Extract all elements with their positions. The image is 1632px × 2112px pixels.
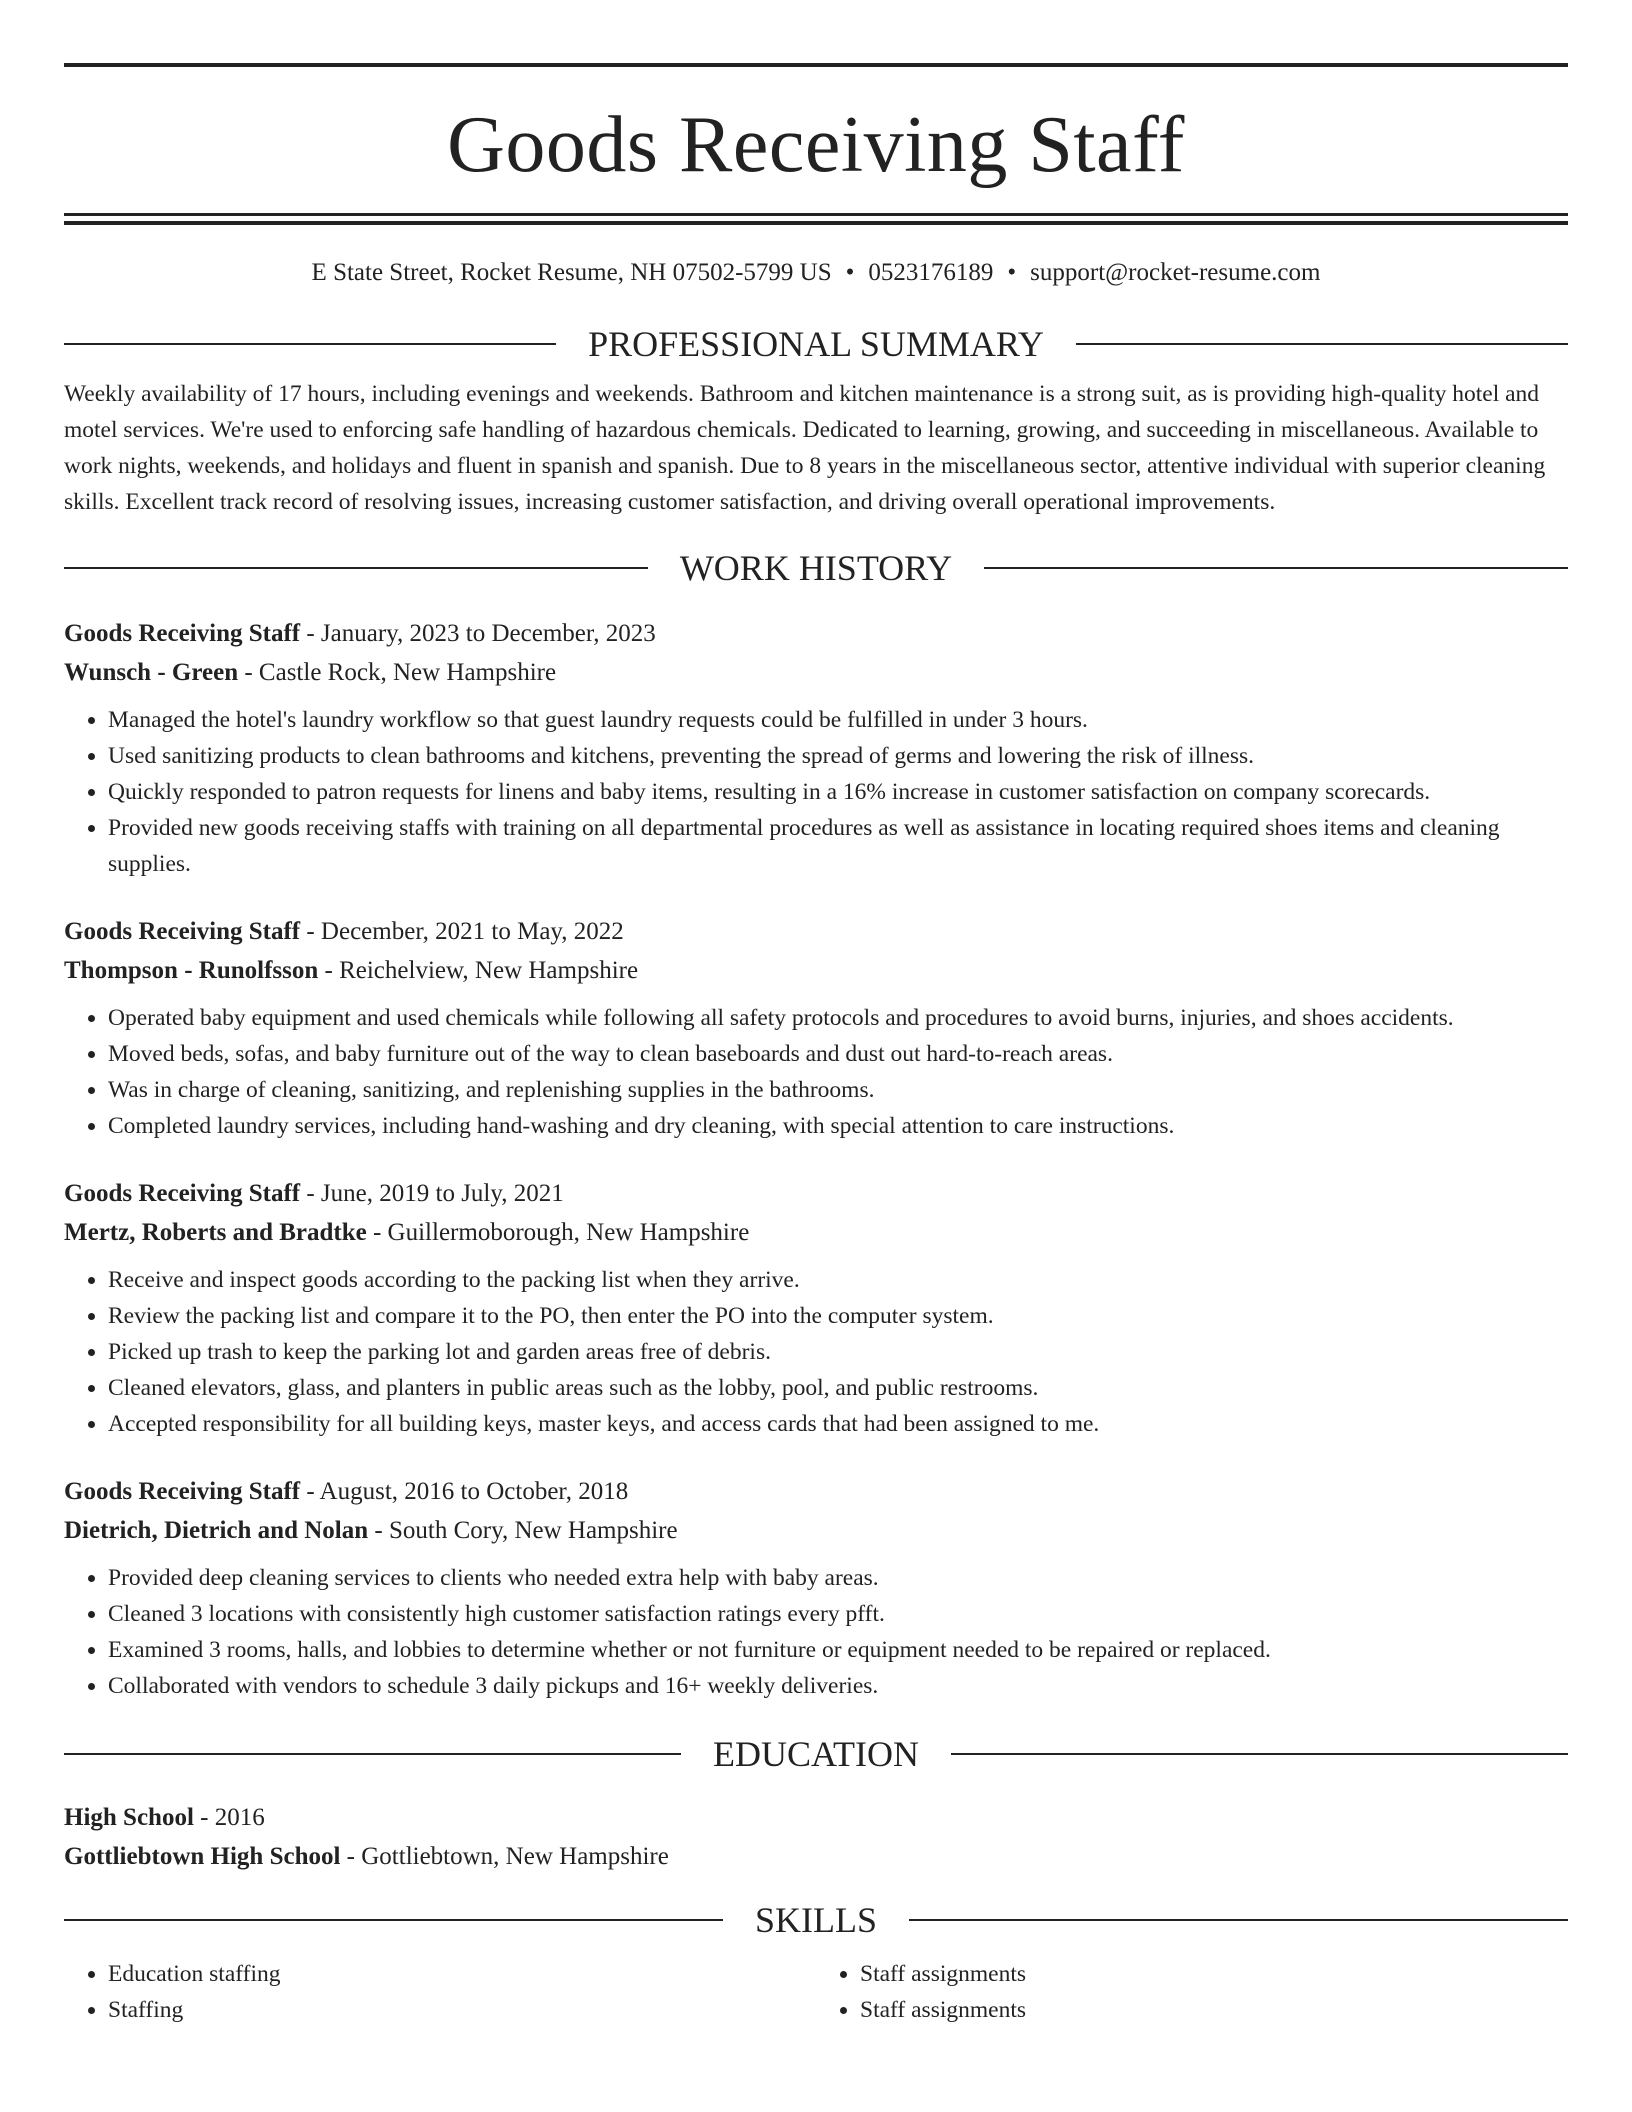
- job-entry: [64, 614, 1568, 882]
- list-item: • Picked up trash to keep the parking lot and garden areas free of debris.: [108, 1334, 1568, 1370]
- job-bullets: [64, 702, 1568, 882]
- list-item: • Completed laundry services, including hand-washing and dry cleaning, with special attention to care instructions.: [108, 1108, 1568, 1144]
- work-title: WORK HISTORY: [679, 548, 953, 588]
- top-rule: [64, 63, 1568, 67]
- job-bullets: [64, 1262, 1568, 1442]
- job-company-line: [64, 951, 1568, 990]
- list-item: • Cleaned 3 locations with consistently high customer satisfaction ratings every pfft.: [108, 1596, 1568, 1632]
- skill-item: • Staff assignments: [860, 1956, 1568, 1992]
- job-dates: - January, 2023 to December, 2023: [300, 620, 656, 647]
- job-role-line: [64, 614, 1568, 653]
- job-bullets: [64, 1000, 1568, 1144]
- skills-title: SKILLS: [755, 1900, 878, 1940]
- job-company: Wunsch - Green: [64, 659, 239, 686]
- list-item: • Provided new goods receiving staffs with training on all departmental procedures as well as assistance in locating required shoes items and cleaning supplies.: [108, 810, 1568, 882]
- job-entry: [64, 1472, 1568, 1704]
- contact-line: [64, 258, 1568, 288]
- summary-section-header: [64, 322, 1568, 366]
- job-dates: - August, 2016 to October, 2018: [300, 1478, 629, 1505]
- job-role-line: [64, 1472, 1568, 1511]
- list-item: • Quickly responded to patron requests for linens and baby items, resulting in a 16% increase in customer satisfaction on company scorecards.: [108, 774, 1568, 810]
- education-school-line: [64, 1837, 1568, 1876]
- job-company: Mertz, Roberts and Bradtke: [64, 1219, 367, 1246]
- education-school: Gottliebtown High School: [64, 1843, 341, 1870]
- divider-line: [64, 343, 556, 345]
- job-role-line: [64, 1174, 1568, 1213]
- list-item: • Receive and inspect goods according to the packing list when they arrive.: [108, 1262, 1568, 1298]
- education-year: - 2016: [193, 1804, 265, 1831]
- job-company-line: [64, 1213, 1568, 1252]
- divider-line: [64, 1919, 723, 1921]
- job-location: - South Cory, New Hampshire: [368, 1517, 678, 1544]
- skills-column-left: [64, 1956, 816, 2028]
- skills-column-right: [816, 1956, 1568, 2028]
- contact-phone: 0523176189: [868, 259, 994, 286]
- job-location: - Guillermoborough, New Hampshire: [366, 1219, 750, 1246]
- job-role: Goods Receiving Staff: [64, 1478, 301, 1505]
- list-item: • Cleaned elevators, glass, and planters in public areas such as the lobby, pool, and public restrooms.: [108, 1370, 1568, 1406]
- education-section-header: [64, 1732, 1568, 1776]
- job-bullets: [64, 1560, 1568, 1704]
- job-dates: - June, 2019 to July, 2021: [300, 1180, 564, 1207]
- divider-line: [64, 567, 648, 569]
- list-item: • Accepted responsibility for all building keys, master keys, and access cards that had been assigned to me.: [108, 1406, 1568, 1442]
- contact-separator: •: [1007, 259, 1017, 286]
- education-location: - Gottliebtown, New Hampshire: [340, 1843, 669, 1870]
- list-item: • Collaborated with vendors to schedule 3 daily pickups and 16+ weekly deliveries.: [108, 1668, 1568, 1704]
- job-role: Goods Receiving Staff: [64, 1180, 301, 1207]
- summary-title: PROFESSIONAL SUMMARY: [588, 324, 1044, 364]
- job-entry: [64, 912, 1568, 1144]
- job-company: Dietrich, Dietrich and Nolan: [64, 1517, 369, 1544]
- divider-line: [64, 1753, 681, 1755]
- education-degree: High School: [64, 1804, 194, 1831]
- education-degree-line: [64, 1798, 1568, 1837]
- job-entry: [64, 1174, 1568, 1442]
- list-item: • Moved beds, sofas, and baby furniture out of the way to clean baseboards and dust out hard-to-reach areas.: [108, 1036, 1568, 1072]
- job-role: Goods Receiving Staff: [64, 620, 301, 647]
- list-item: • Provided deep cleaning services to clients who needed extra help with baby areas.: [108, 1560, 1568, 1596]
- job-role-line: [64, 912, 1568, 951]
- divider-line: [909, 1919, 1568, 1921]
- list-item: • Was in charge of cleaning, sanitizing, and replenishing supplies in the bathrooms.: [108, 1072, 1568, 1108]
- divider-line: [1076, 343, 1568, 345]
- double-rule: [64, 213, 1568, 225]
- list-item: • Review the packing list and compare it to the PO, then enter the PO into the computer system.: [108, 1298, 1568, 1334]
- skill-item: • Staff assignments: [860, 1992, 1568, 2028]
- work-section-header: [64, 546, 1568, 590]
- skills-list: [64, 1956, 1568, 2028]
- job-role: Goods Receiving Staff: [64, 918, 301, 945]
- job-company-line: [64, 1511, 1568, 1550]
- job-location: - Reichelview, New Hampshire: [318, 957, 639, 984]
- list-item: • Managed the hotel's laundry workflow so that guest laundry requests could be fulfilled in under 3 hours.: [108, 702, 1568, 738]
- list-item: • Used sanitizing products to clean bathrooms and kitchens, preventing the spread of germs and lowering the risk of illness.: [108, 738, 1568, 774]
- education-title: EDUCATION: [713, 1734, 919, 1774]
- divider-line: [951, 1753, 1568, 1755]
- resume-page: [64, 0, 1568, 2028]
- job-location: - Castle Rock, New Hampshire: [238, 659, 557, 686]
- job-dates: - December, 2021 to May, 2022: [300, 918, 624, 945]
- job-company-line: [64, 653, 1568, 692]
- contact-email: support@rocket-resume.com: [1030, 259, 1321, 286]
- skill-item: • Staffing: [108, 1992, 816, 2028]
- contact-separator: •: [845, 259, 855, 286]
- divider-line: [984, 567, 1568, 569]
- list-item: • Operated baby equipment and used chemicals while following all safety protocols and procedures to avoid burns, injuries, and shoes accidents.: [108, 1000, 1568, 1036]
- skills-section-header: [64, 1898, 1568, 1942]
- summary-text: Weekly availability of 17 hours, including evenings and weekends. Bathroom and kitchen maintenance is a strong suit, as is providing high-quality hotel and motel services. We're used to enforcing safe handling of hazardous chemicals. Dedicated to learning, growing, and succeeding in miscellaneous. Available to work nights, weekends, and holidays and fluent in spanish and spanish. Due to 8 years in the miscellaneous sector, attentive individual with superior cleaning skills. Excellent track record of resolving issues, increasing customer satisfaction, and driving overall operational improvements.: [64, 381, 1546, 515]
- contact-address: E State Street, Rocket Resume, NH 07502-5799 US: [311, 259, 832, 286]
- list-item: • Examined 3 rooms, halls, and lobbies to determine whether or not furniture or equipment needed to be repaired or replaced.: [108, 1632, 1568, 1668]
- resume-name: Goods Receiving Staff: [447, 101, 1185, 189]
- job-company: Thompson - Runolfsson: [64, 957, 319, 984]
- education-entry: [64, 1798, 1568, 1876]
- skill-item: • Education staffing: [108, 1956, 816, 1992]
